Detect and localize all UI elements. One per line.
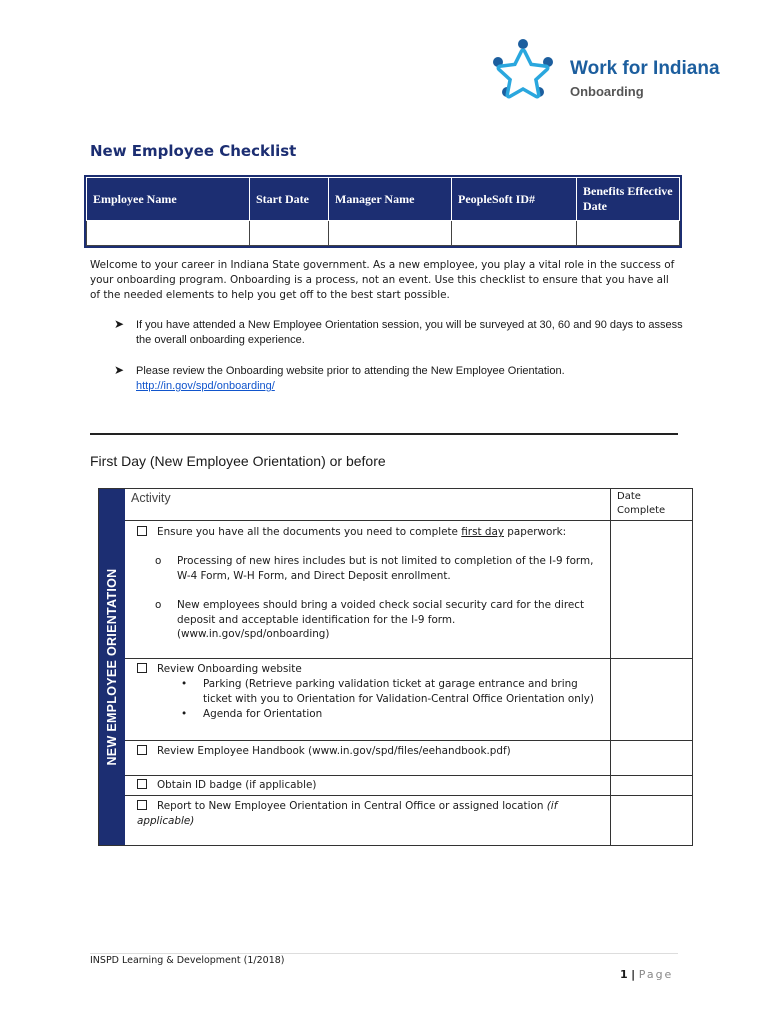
star-people-icon — [488, 36, 558, 106]
onboarding-link[interactable]: http://in.gov/spd/onboarding/ — [136, 380, 275, 392]
footer-divider — [90, 953, 678, 954]
employee-name-cell[interactable] — [87, 221, 250, 246]
checkbox[interactable] — [137, 745, 147, 755]
date-complete-cell[interactable] — [611, 521, 692, 658]
sub-item-agenda: • Agenda for Orientation — [181, 708, 323, 720]
orientation-checklist — [98, 488, 693, 846]
checkbox[interactable] — [137, 526, 147, 536]
date-complete-cell[interactable] — [611, 796, 692, 845]
date-complete-header: Date Complete — [617, 491, 666, 516]
bullet-survey — [114, 318, 684, 348]
checklist-item-documents: Ensure you have all the documents you need to complete first day paperwork: — [137, 525, 566, 540]
bullet-review-text: Please review the Onboarding website prior to attending the New Employee Orientation. — [136, 365, 565, 377]
manager-name-cell[interactable] — [329, 221, 452, 246]
header-start-date: Start Date — [250, 178, 329, 221]
header-benefits-date: Benefits Effective Date — [577, 178, 680, 221]
page-indicator — [620, 968, 673, 981]
checklist-row-badge — [125, 776, 692, 796]
benefits-date-cell[interactable] — [577, 221, 680, 246]
checklist-row-documents — [125, 521, 692, 659]
arrow-bullet-icon: ➤ — [114, 363, 125, 377]
logo-subtitle: Onboarding — [570, 84, 644, 99]
header-manager-name: Manager Name — [329, 178, 452, 221]
checklist-row-website — [125, 659, 692, 741]
checkbox[interactable] — [137, 779, 147, 789]
header-peoplesoft-id: PeopleSoft ID# — [452, 178, 577, 221]
checkbox[interactable] — [137, 800, 147, 810]
work-for-indiana-logo — [488, 36, 748, 106]
intro-paragraph: Welcome to your career in Indiana State government. As a new employee, you play a vital role in the success of your onboarding program. Onboarding is a process, not an event. Use this checklist to ensure that you have all of the needed elements to help you get off to the best start possible. — [90, 259, 675, 301]
logo-title: Work for Indiana — [570, 58, 720, 79]
section-divider — [90, 433, 678, 435]
checklist-item-website: Review Onboarding website — [137, 662, 302, 677]
checklist-row-report — [125, 796, 692, 845]
side-band — [99, 489, 125, 845]
footer-text: INSPD Learning & Development (1/2018) — [90, 955, 285, 966]
bullet-survey-text: If you have attended a New Employee Orientation session, you will be surveyed at 30, 60 and 90 days to assess the overall onboarding experience. — [136, 319, 683, 346]
peoplesoft-id-cell[interactable] — [452, 221, 577, 246]
header-employee-name: Employee Name — [87, 178, 250, 221]
document-title: New Employee Checklist — [90, 142, 297, 160]
checklist-header-row — [125, 489, 692, 521]
section-heading: First Day (New Employee Orientation) or before — [90, 453, 386, 469]
arrow-bullet-icon: ➤ — [114, 317, 125, 331]
side-label: NEW EMPLOYEE ORIENTATION — [105, 568, 119, 766]
date-complete-cell[interactable] — [611, 776, 692, 795]
sub-item-voided-check: o New employees should bring a voided check social security card for the direct deposit and acceptable identification for the I-9 form. (www.in.gov/spd/onboarding) — [155, 599, 585, 640]
date-complete-cell[interactable] — [611, 659, 692, 740]
page-separator: | — [631, 968, 636, 981]
employee-info-table — [86, 177, 680, 246]
checklist-item-report: Report to New Employee Orientation in Central Office or assigned location (if applicable) — [137, 800, 558, 827]
page-number: 1 — [620, 968, 628, 981]
sub-item-new-hires: o Processing of new hires includes but is not limited to completion of the I-9 form, W-4 Form, W-H Form, and Direct Deposit enrollment. — [155, 555, 594, 582]
activity-header: Activity — [131, 491, 171, 505]
date-complete-cell[interactable] — [611, 741, 692, 775]
checkbox[interactable] — [137, 663, 147, 673]
checklist-row-handbook — [125, 741, 692, 776]
checklist-item-handbook: Review Employee Handbook (www.in.gov/spd/files/eehandbook.pdf) — [137, 744, 511, 759]
start-date-cell[interactable] — [250, 221, 329, 246]
checklist-item-badge: Obtain ID badge (if applicable) — [137, 778, 316, 793]
sub-item-parking: • Parking (Retrieve parking validation ticket at garage entrance and bring ticket with you to Orientation for Validation-Central Office Orientation only) — [181, 678, 594, 705]
page-label: Page — [638, 968, 674, 981]
bullet-review-website — [114, 364, 684, 394]
